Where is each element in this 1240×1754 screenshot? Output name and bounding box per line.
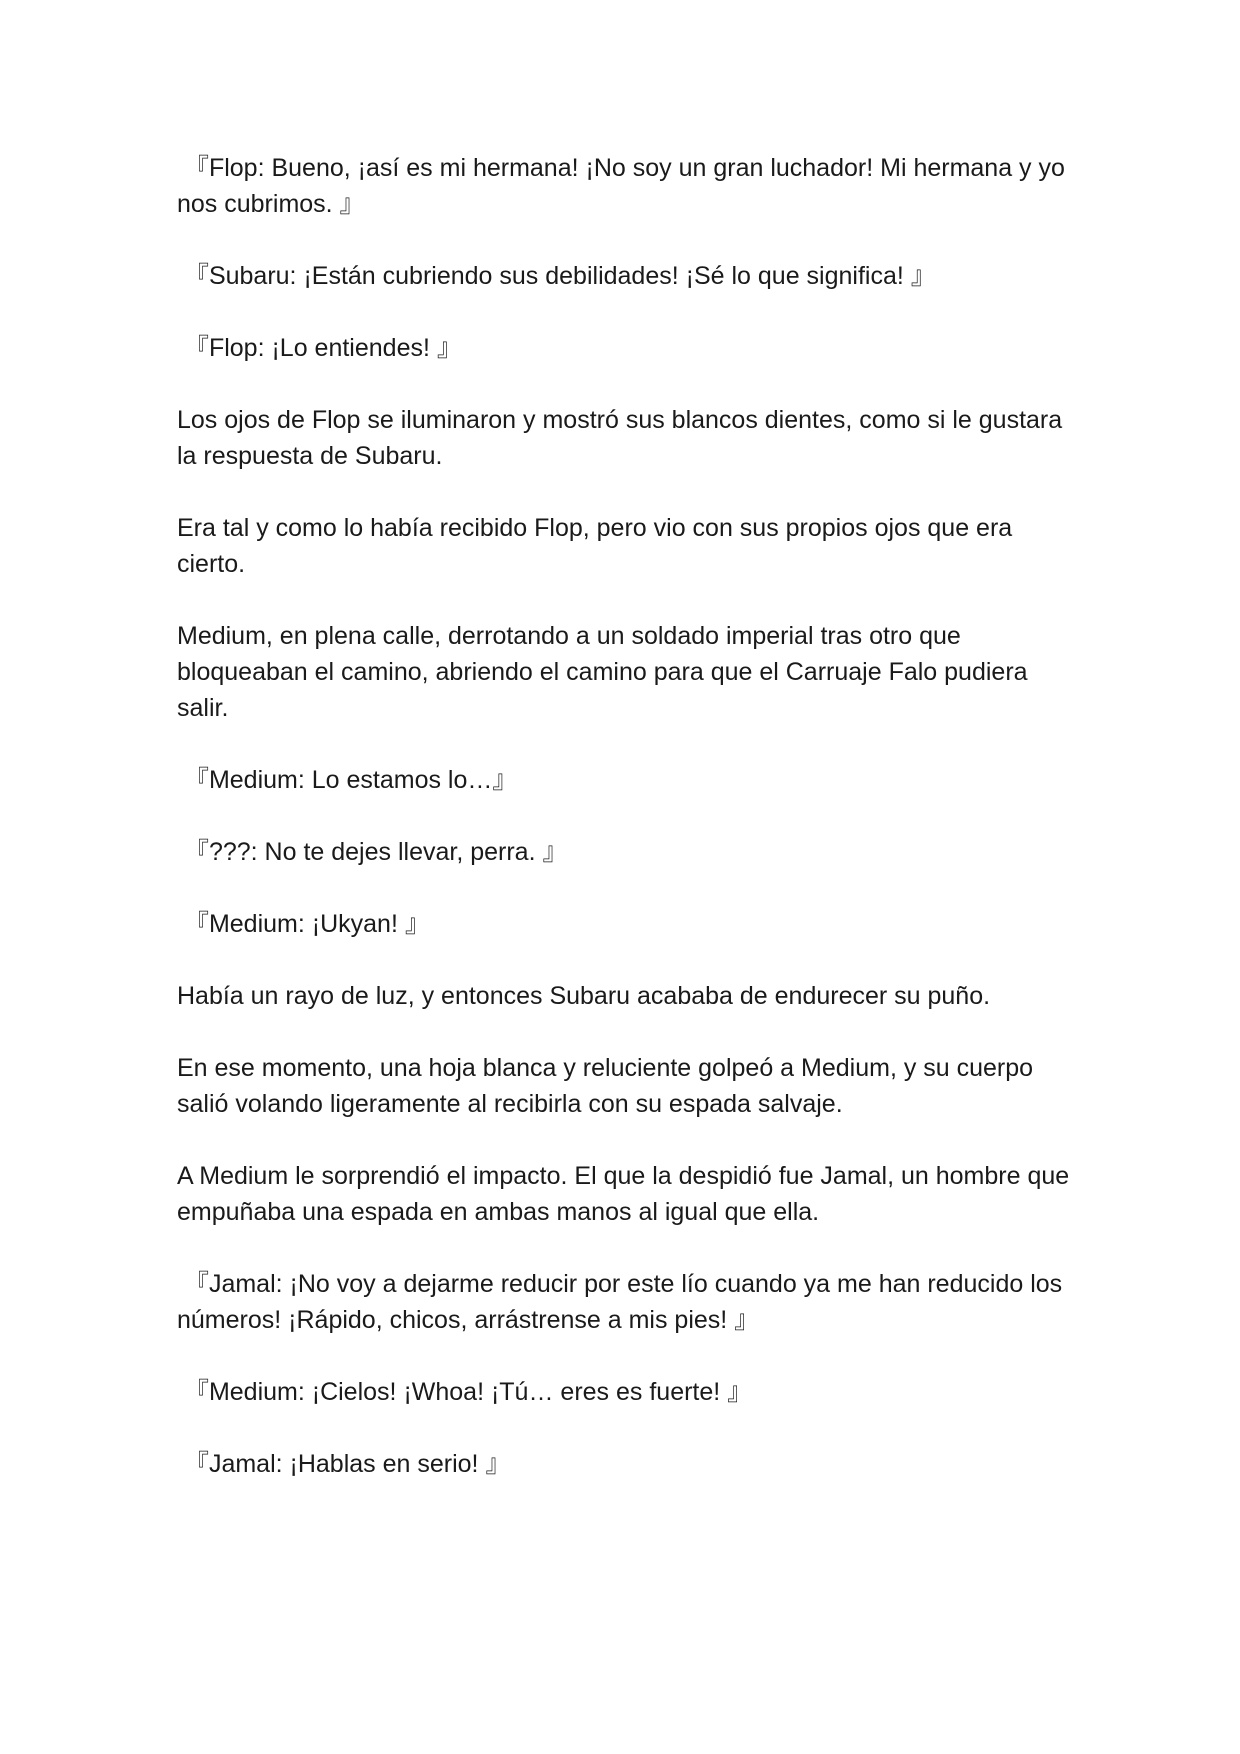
narration-paragraph: Medium, en plena calle, derrotando a un soldado imperial tras otro que bloqueaban el camino, abriendo el camino para que el Carruaje Falo pudiera salir. (177, 622, 1028, 722)
document-body (177, 150, 1077, 1518)
dialogue-paragraph: 『Medium: Lo estamos lo…』 (177, 766, 518, 794)
narration-paragraph: Los ojos de Flop se iluminaron y mostró sus blancos dientes, como si le gustara la respuesta de Subaru. (177, 406, 1063, 470)
dialogue-paragraph: 『Medium: ¡Ukyan! 』 (177, 910, 430, 938)
narration-paragraph: Había un rayo de luz, y entonces Subaru acababa de endurecer su puño. (177, 982, 991, 1010)
dialogue-paragraph: 『Flop: ¡Lo entiendes! 』 (177, 334, 462, 362)
dialogue-paragraph: 『Subaru: ¡Están cubriendo sus debilidades! ¡Sé lo que significa! 』 (177, 262, 936, 290)
dialogue-paragraph: 『???: No te dejes llevar, perra. 』 (177, 838, 568, 866)
narration-paragraph: En ese momento, una hoja blanca y reluciente golpeó a Medium, y su cuerpo salió volando ligeramente al recibirla con su espada salvaje. (177, 1054, 1034, 1118)
dialogue-paragraph: 『Jamal: ¡No voy a dejarme reducir por este lío cuando ya me han reducido los números! ¡Rápido, chicos, arrástrense a mis pies! 』 (177, 1270, 1063, 1334)
dialogue-paragraph: 『Jamal: ¡Hablas en serio! 』 (177, 1450, 511, 1478)
narration-paragraph: A Medium le sorprendió el impacto. El que la despidió fue Jamal, un hombre que empuñaba una espada en ambas manos al igual que ella. (177, 1162, 1070, 1226)
dialogue-paragraph: 『Flop: Bueno, ¡así es mi hermana! ¡No soy un gran luchador! Mi hermana y yo nos cubrimos. 』 (177, 154, 1065, 218)
dialogue-paragraph: 『Medium: ¡Cielos! ¡Whoa! ¡Tú… eres es fuerte! 』 (177, 1378, 753, 1406)
narration-paragraph: Era tal y como lo había recibido Flop, pero vio con sus propios ojos que era cierto. (177, 514, 1013, 578)
